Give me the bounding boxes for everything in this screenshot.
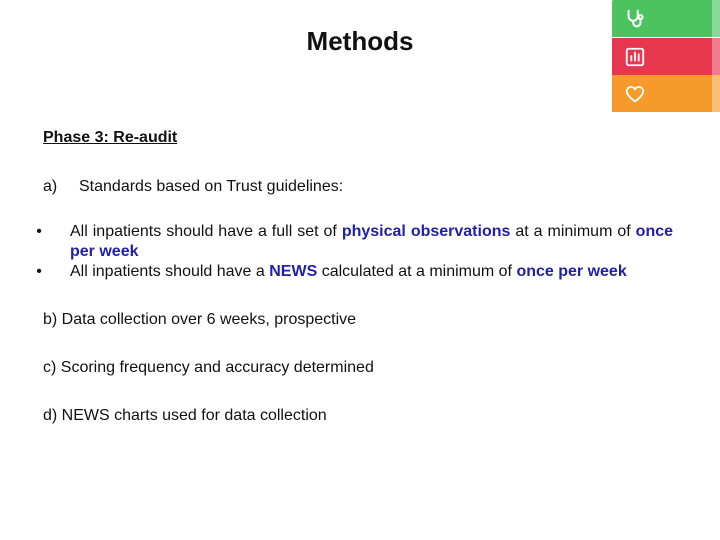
- item-d: d) NEWS charts used for data collection: [43, 407, 327, 424]
- badge-edge: [712, 0, 720, 37]
- heart-icon: [624, 83, 646, 105]
- bullet-dot: •: [36, 223, 42, 240]
- bullet-text: All inpatients should have a: [70, 263, 270, 280]
- bullet-item: [29, 222, 673, 262]
- bullet-text: calculated at a minimum of: [317, 263, 517, 280]
- standards-text: Standards based on Trust guidelines:: [79, 178, 344, 195]
- page-title: Methods: [306, 26, 414, 56]
- logo-badge: [612, 0, 720, 112]
- bar-chart-icon: [624, 46, 646, 68]
- standards-bullets: [29, 222, 673, 282]
- bullet-text: at a minimum of: [510, 223, 636, 240]
- bullet-highlight: NEWS: [269, 263, 318, 280]
- badge-edge: [712, 38, 720, 75]
- badge-stripe-green: [612, 0, 720, 37]
- bullet-highlight: once per week: [70, 223, 674, 260]
- bullet-highlight: once per week: [516, 263, 627, 280]
- stethoscope-icon: [624, 8, 646, 30]
- slide-content: [36, 128, 674, 426]
- bullet-text: All inpatients should have a full set of: [70, 223, 342, 240]
- bullet-highlight: physical observations: [341, 223, 511, 240]
- bullet-dot: •: [36, 263, 42, 280]
- badge-edge: [712, 75, 720, 112]
- item-b: b) Data collection over 6 weeks, prospective: [43, 311, 357, 328]
- badge-stripe-red: [612, 38, 720, 75]
- item-c: c) Scoring frequency and accuracy determined: [43, 359, 374, 376]
- bullet-item: [29, 262, 673, 282]
- phase-heading: Phase 3: Re-audit: [43, 129, 178, 146]
- standards-label: a): [43, 178, 58, 195]
- standards-line: [43, 177, 673, 197]
- badge-stripe-orange: [612, 75, 720, 112]
